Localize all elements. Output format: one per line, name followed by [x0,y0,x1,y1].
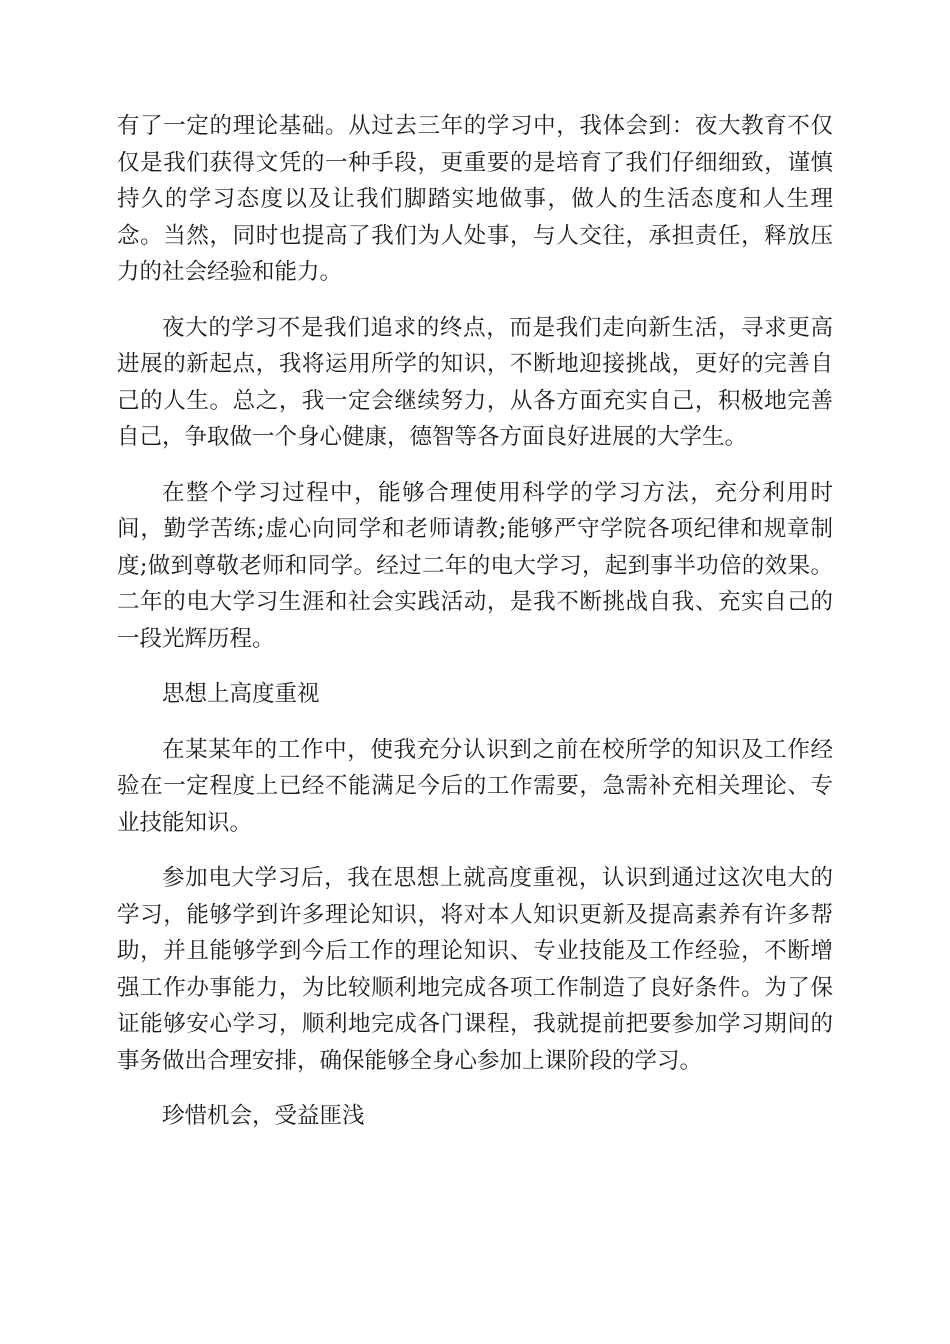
section-heading: 珍惜机会，受益匪浅 [162,1103,365,1129]
paragraph: 夜大的学习不是我们追求的终点，而是我们走向新生活，寻求更高进展的新起点，我将运用所学的知识，不断地迎接挑战，更好的完善自己的人生。总之，我一定会继续努力，从各方面充实自己，积极地完善自己，争取做一个身心健康，德智等各方面良好进展的大学生。 [117,314,833,450]
paragraph: 参加电大学习后，我在思想上就高度重视，认识到通过这次电大的学习，能够学到许多理论知识，将对本人知识更新及提高素养有许多帮助，并且能够学到今后工作的理论知识、专业技能及工作经验，不断增强工作办事能力，为比较顺利地完成各项工作制造了良好条件。为了保证能够安心学习，顺利地完成各门课程，我就提前把要参加学习期间的事务做出合理安排，确保能够全身心参加上课阶段的学习。 [117,865,833,1074]
paragraph: 在某某年的工作中，使我充分认识到之前在校所学的知识及工作经验在一定程度上已经不能满足今后的工作需要，急需补充相关理论、专业技能知识。 [117,736,833,836]
section-heading: 思想上高度重视 [162,681,320,707]
document-page [117,108,833,1154]
paragraph: 在整个学习过程中，能够合理使用科学的学习方法，充分利用时间，勤学苦练;虚心向同学和老师请教;能够严守学院各项纪律和规章制度;做到尊敬老师和同学。经过二年的电大学习，起到事半功倍的效果。二年的电大学习生涯和社会实践活动，是我不断挑战自我、充实自己的一段光辉历程。 [117,479,833,652]
paragraph-continued: 有了一定的理论基础。从过去三年的学习中，我体会到：夜大教育不仅仅是我们获得文凭的一种手段，更重要的是培育了我们仔细细致，谨慎持久的学习态度以及让我们脚踏实地做事，做人的生活态度和人生理念。当然，同时也提高了我们为人处事，与人交往，承担责任，释放压力的社会经验和能力。 [117,113,833,285]
